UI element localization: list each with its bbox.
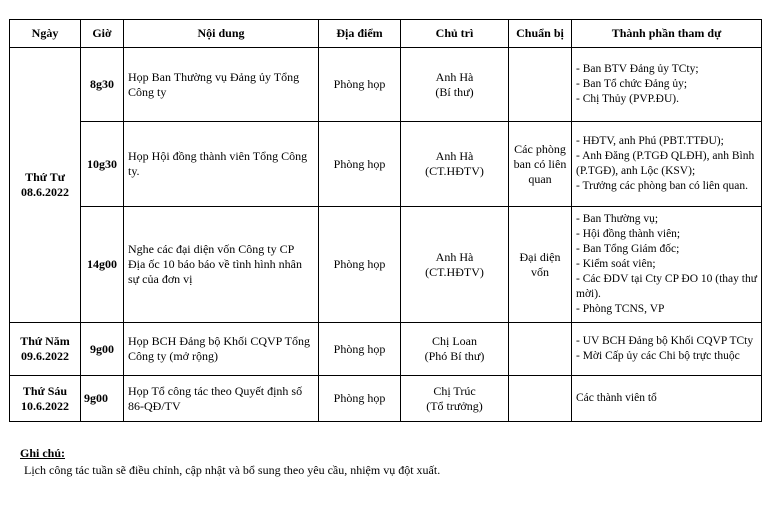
location-cell: Phòng họp: [319, 48, 401, 122]
attendee-item: - Chị Thủy (PVP.ĐU).: [576, 93, 679, 105]
prep-cell: [509, 376, 572, 422]
attendee-item: - Ban BTV Đảng ủy TCty;: [576, 63, 699, 75]
attendees-cell: [572, 323, 762, 376]
day-label: Thứ Sáu: [22, 383, 68, 398]
chair-role: (Bí thư): [435, 84, 474, 99]
day-date: 08.6.2022: [21, 185, 69, 199]
table-row: [10, 122, 762, 207]
day-cell-thursday: [10, 323, 81, 376]
content-cell: Họp Tổ công tác theo Quyết định số 86-QĐ/TV: [124, 376, 319, 422]
attendee-item: - Kiểm soát viên;: [576, 258, 656, 270]
table-row: [10, 48, 762, 122]
chair-cell: [401, 207, 509, 323]
attendee-item: - Trưởng các phòng ban có liên quan.: [576, 180, 749, 192]
chair-cell: [401, 48, 509, 122]
chair-role: (Tổ trưởng): [426, 398, 483, 413]
chair-name: Anh Hà: [435, 69, 474, 84]
attendee-item: - HĐTV, anh Phú (PBT.TTĐU);: [576, 135, 724, 147]
chair-cell: [401, 122, 509, 207]
schedule-table: [9, 19, 762, 422]
prep-cell: Đại diện vốn: [509, 207, 572, 323]
attendee-item: - UV BCH Đảng bộ Khối CQVP TCty: [576, 335, 754, 347]
header-chair: Chủ trì: [401, 20, 509, 48]
table-row: [10, 323, 762, 376]
time-cell: 9g00: [81, 376, 124, 422]
chair-name: Chị Loan: [432, 334, 477, 348]
content-cell: Họp Hội đồng thành viên Tổng Công ty.: [124, 122, 319, 207]
attendees-cell: [572, 207, 762, 323]
time-cell: 9g00: [81, 323, 124, 376]
time-cell: 10g30: [81, 122, 124, 207]
attendee-item: - Hội đồng thành viên;: [576, 228, 681, 240]
header-time: Giờ: [81, 20, 124, 48]
day-date: 09.6.2022: [21, 349, 69, 363]
chair-name: Anh Hà: [435, 249, 474, 264]
chair-cell: [401, 323, 509, 376]
attendee-item: - Phòng TCNS, VP: [576, 303, 665, 315]
chair-name: Anh Hà: [435, 149, 474, 163]
prep-cell: [509, 48, 572, 122]
header-attendees: Thành phần tham dự: [572, 20, 762, 48]
header-row: [10, 20, 762, 48]
prep-cell: Các phòng ban có liên quan: [509, 122, 572, 207]
attendees-cell: [572, 376, 762, 422]
attendee-item: Các thành viên tổ: [576, 392, 657, 404]
prep-cell: [509, 323, 572, 376]
time-cell: 14g00: [81, 207, 124, 323]
day-cell-wednesday: [10, 48, 81, 323]
table-row: [10, 207, 762, 323]
location-cell: Phòng họp: [319, 376, 401, 422]
content-cell: Nghe các đại diện vốn Công ty CP Địa ốc 10 báo báo về tình hình nhân sự của đơn vị: [124, 207, 319, 323]
attendee-item: - Ban Tổng Giám đốc;: [576, 243, 680, 255]
note-text: Lịch công tác tuần sẽ điều chỉnh, cập nhật và bổ sung theo yêu cầu, nhiệm vụ đột xuất.: [24, 463, 441, 477]
header-prep: Chuẩn bị: [509, 20, 572, 48]
attendee-item: - Các ĐDV tại Cty CP ĐO 10 (thay thư mời).: [576, 273, 757, 300]
header-location: Địa điểm: [319, 20, 401, 48]
content-cell: Họp Ban Thường vụ Đảng ủy Tổng Công ty: [124, 48, 319, 122]
attendees-cell: [572, 48, 762, 122]
location-cell: Phòng họp: [319, 207, 401, 323]
location-cell: Phòng họp: [319, 323, 401, 376]
chair-role: (CT.HĐTV): [425, 164, 484, 178]
day-label: Thứ Tư: [25, 170, 65, 184]
chair-name: Chị Trúc: [433, 383, 476, 398]
attendee-item: - Anh Đăng (P.TGĐ QLĐH), anh Bình (P.TGĐ), anh Lộc (KSV);: [576, 150, 755, 177]
attendee-item: - Ban Thường vụ;: [576, 213, 659, 225]
time-cell: 8g30: [81, 48, 124, 122]
note-title: Ghi chú:: [20, 446, 66, 460]
header-content: Nội dung: [124, 20, 319, 48]
chair-cell: [401, 376, 509, 422]
day-cell-friday: [10, 376, 81, 422]
location-cell: Phòng họp: [319, 122, 401, 207]
header-day: Ngày: [10, 20, 81, 48]
attendee-item: - Mời Cấp ủy các Chi bộ trực thuộc: [576, 350, 740, 362]
day-label: Thứ Năm: [20, 334, 70, 348]
day-date: 10.6.2022: [21, 398, 69, 413]
attendee-item: - Ban Tổ chức Đảng ủy;: [576, 78, 688, 90]
content-cell: Họp BCH Đảng bộ Khối CQVP Tổng Công ty (mở rộng): [124, 323, 319, 376]
chair-role: (Phó Bí thư): [424, 349, 485, 363]
chair-role: (CT.HĐTV): [425, 264, 484, 279]
attendees-cell: [572, 122, 762, 207]
table-row: [10, 376, 762, 422]
